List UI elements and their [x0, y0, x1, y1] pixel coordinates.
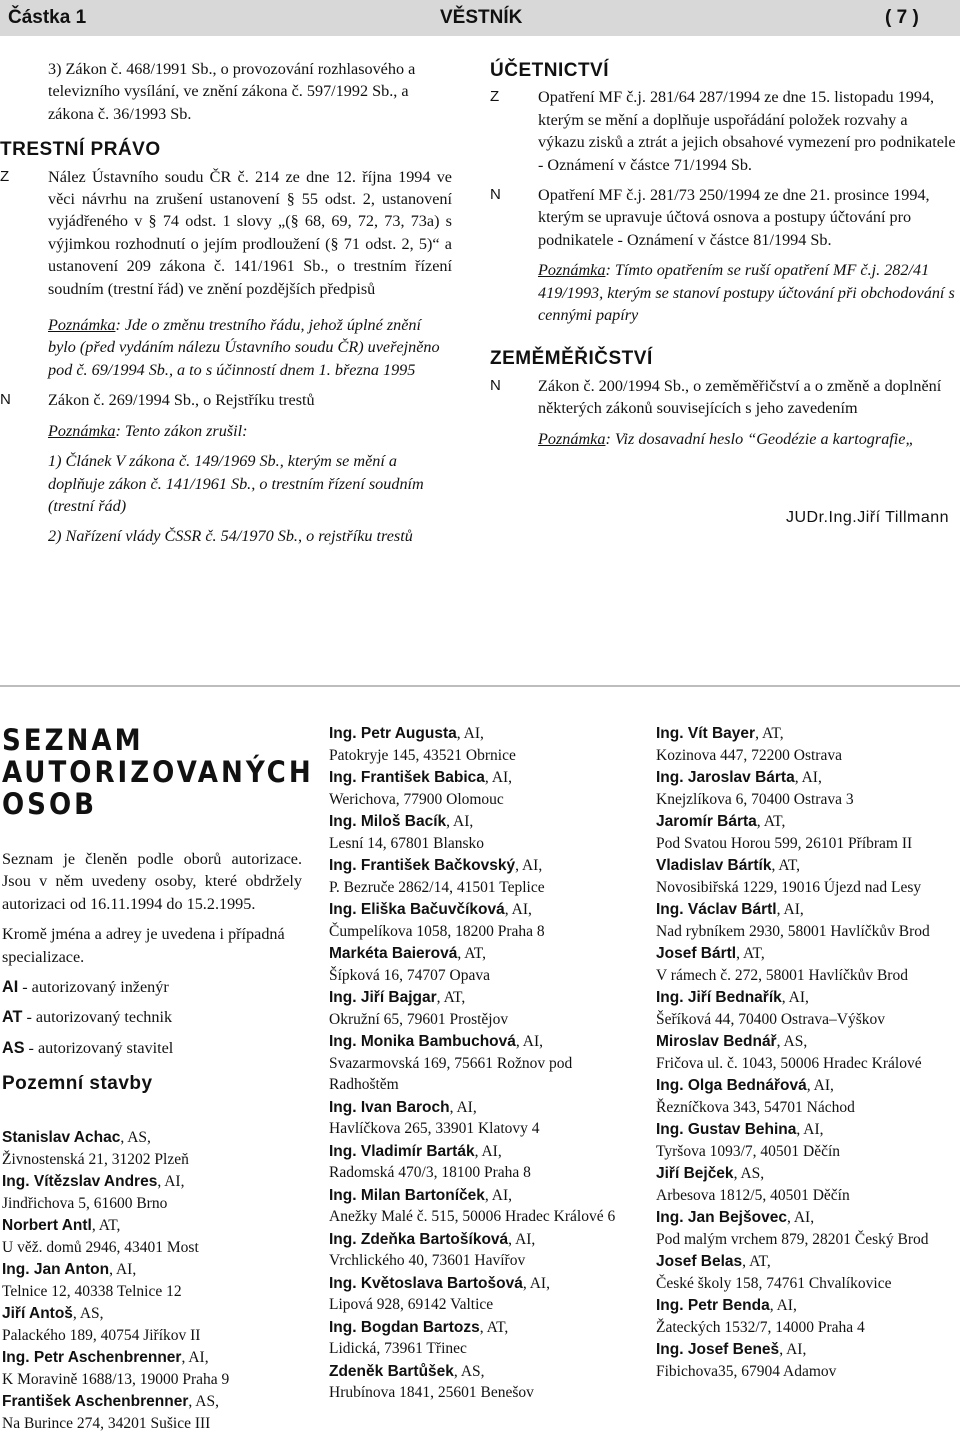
person-entry [656, 1031, 956, 1074]
person-name: Ing. František Bačkovský [329, 857, 516, 874]
section-title-ucetnictvi: ÚČETNICTVÍ [490, 60, 609, 81]
person-entry [656, 1075, 956, 1118]
legend-item [2, 976, 302, 998]
person-list-col3 [656, 723, 956, 1383]
person-name-line [656, 1031, 956, 1053]
note-text: : Viz dosavadní heslo “Geodézie a kartografie„ [605, 429, 915, 448]
person-name-line [2, 1215, 302, 1237]
person-entry [2, 1347, 302, 1390]
person-entry [656, 899, 956, 942]
person-name-line [329, 1361, 629, 1383]
person-spec: , AI, [781, 989, 809, 1006]
person-name: Vladislav Bártík [656, 857, 772, 874]
legend-abbr: AS [2, 1038, 25, 1057]
person-entry [329, 1031, 629, 1096]
person-spec: , AI, [796, 1121, 824, 1138]
person-spec: , AT, [479, 1318, 509, 1336]
person-name-line [656, 1295, 956, 1317]
person-name-line [329, 855, 629, 877]
person-spec: , AI, [446, 813, 474, 830]
person-name-line [656, 855, 956, 877]
person-name-line [2, 1347, 302, 1369]
entry-text: Opatření MF č.j. 281/73 250/1994 ze dne 21. prosince 1994, kterým se upravuje účtová osnova a postupy účtování pro podnikatele - Oznámení v částce 81/1994 Sb. [538, 186, 930, 249]
person-name-line [2, 1171, 302, 1193]
person-spec: , AI, [515, 1033, 544, 1050]
person-address: Čumpelíkova 1058, 18200 Praha 8 [329, 922, 545, 940]
entry-text: Nález Ústavního soudu ČR č. 214 ze dne 12. října 1994 ve věci návrhu na zrušení ustanovení § 55 odst. 2, ustanovení vyjádřeného v § 74 odst. 1 slovy „(§ 68, 69, 72, 73, 73a) s výjimkou rozhodnutí o jejím prodloužení (§ 71 odst. 2, 5)“ a ustanovení 209 zákona č. 141/1961 Sb., o trestním řízení soudním (trestní řád) ve znění pozdějších předpisů [48, 167, 452, 298]
person-name-line [329, 1229, 629, 1251]
person-address: Tyršova 1093/7, 40501 Děčín [656, 1142, 841, 1160]
entry-tag: N [0, 391, 11, 409]
person-name-line [329, 1031, 629, 1053]
person-name-line [329, 1317, 629, 1339]
person-entry [329, 1273, 629, 1316]
person-name: Ing. Jan Bejšovec [656, 1209, 787, 1226]
person-entry [2, 1127, 302, 1170]
person-address: V rámech č. 272, 58001 Havlíčkův Brod [656, 966, 908, 984]
person-entry [329, 855, 629, 898]
person-spec: , AT, [755, 725, 784, 742]
person-address: U věž. domů 2946, 43401 Most [2, 1238, 199, 1256]
list-title [2, 724, 314, 820]
person-spec: , AS, [72, 1305, 104, 1322]
legend-text: - autorizovaný stavitel [24, 1038, 174, 1057]
person-name-line [2, 1303, 302, 1325]
person-name: Ing. Vladimír Barták [329, 1142, 475, 1160]
person-name: Miroslav Bednář [656, 1033, 777, 1050]
entry-note [538, 259, 956, 326]
person-spec: , AI, [484, 769, 513, 786]
person-entry [329, 811, 629, 854]
person-spec: , AI, [776, 901, 804, 918]
person-name-line [656, 1207, 956, 1229]
person-name: Ing. Petr Augusta [329, 725, 457, 742]
entry-n [490, 184, 956, 326]
person-name-line [656, 723, 956, 745]
person-address: K Moravině 1688/13, 19000 Praha 9 [2, 1370, 230, 1388]
person-address: Telnice 12, 40338 Telnice 12 [2, 1282, 182, 1300]
person-entry [656, 723, 956, 766]
person-name-line [656, 1163, 956, 1185]
issue-part: Částka 1 [8, 7, 87, 28]
person-spec: , AI, [794, 769, 822, 786]
person-name: Ing. František Babica [329, 769, 485, 786]
person-name: Ing. Květoslava Bartošová [329, 1274, 523, 1292]
person-address: Novosibiřská 1229, 19016 Újezd nad Lesy [656, 878, 922, 896]
person-spec: , AS, [120, 1129, 151, 1146]
legend-abbr: AT [2, 1008, 23, 1027]
person-spec: , AI, [504, 901, 532, 918]
entry-text: Zákon č. 200/1994 Sb., o zeměměřičství a o změně a doplnění některých zákonů souvisejících s jeho zavedením [538, 376, 942, 418]
person-address: Arbesova 1812/5, 40501 Děčín [656, 1186, 850, 1204]
entry-z [0, 166, 452, 382]
left-column [0, 58, 452, 556]
person-entry [656, 1339, 956, 1382]
person-spec: , AI, [786, 1209, 815, 1226]
person-address: Jindřichova 5, 61600 Brno [2, 1194, 168, 1212]
person-name: Zdeněk Bartůšek [329, 1362, 454, 1380]
person-entry [329, 1317, 629, 1360]
person-name-line [656, 899, 956, 921]
person-address: Hrubínova 1841, 25601 Benešov [329, 1384, 534, 1401]
person-address: P. Bezruče 2862/14, 41501 Teplice [329, 878, 545, 896]
person-address: Patokryje 145, 43521 Obrnice [329, 746, 516, 764]
note-item: 2) Nařízení vlády ČSSR č. 54/1970 Sb., o rejstříku trestů [48, 527, 413, 546]
person-spec: , AT, [771, 857, 801, 874]
person-entry [329, 1361, 629, 1404]
person-entry [656, 1251, 956, 1294]
person-spec: , AT, [91, 1217, 121, 1234]
note-label: Poznámka [48, 316, 116, 335]
person-entry [329, 987, 629, 1030]
section-title-trestni-pravo: TRESTNÍ PRÁVO [0, 139, 161, 161]
person-name: Ing. Vítězslav Andres [2, 1173, 158, 1190]
person-spec: , AT, [436, 989, 466, 1006]
list-intro [2, 848, 302, 1096]
person-name-line [656, 987, 956, 1009]
person-name-line [2, 1391, 302, 1413]
person-address: Lesní 14, 67801 Blansko [329, 834, 484, 852]
entry-note [538, 428, 956, 450]
person-entry [2, 1391, 302, 1434]
person-address: Lipová 928, 69142 Valtice [329, 1296, 494, 1313]
legend-text: - autorizovaný inženýr [18, 978, 169, 997]
person-name-line [656, 811, 956, 833]
person-entry [329, 767, 629, 810]
person-address: Šípková 16, 74707 Opava [329, 966, 491, 984]
intro-paragraph: Seznam je členěn podle oborů autorizace. Jsou v něm uvedeny osoby, které obdržely autorizaci od 16.11.1994 do 15.2.1995. [2, 850, 302, 913]
person-name-line [329, 987, 629, 1009]
person-name: Ing. Miloš Bacík [329, 813, 447, 830]
person-spec: , AT, [457, 945, 486, 962]
page-header [0, 0, 960, 36]
note-text: : Tímto opatřením se ruší opatření MF č.j. 282/41 419/1993, kterým se stanoví postupy účtování při obchodování s cennými papíry [538, 261, 955, 325]
person-spec: , AS, [453, 1362, 485, 1380]
intro-paragraph: Kromě jména a adrey je uvedena i případná specializace. [2, 925, 285, 966]
legend-item [2, 1037, 302, 1059]
person-address: Kozinova 447, 72200 Ostrava [656, 746, 842, 764]
person-entry [656, 811, 956, 854]
person-name-line [329, 1185, 629, 1207]
person-name: Ing. Jiří Bednařík [656, 989, 782, 1006]
entry-z [490, 86, 956, 176]
person-entry [2, 1215, 302, 1258]
person-address: Havlíčkova 265, 33901 Klatovy 4 [329, 1120, 540, 1137]
entry-tag: N [490, 376, 501, 394]
person-entry [2, 1259, 302, 1302]
person-spec: , AI, [181, 1349, 209, 1366]
author-signature: JUDr.Ing.Jiří Tillmann [786, 509, 950, 526]
person-entry [656, 767, 956, 810]
person-list-col1 [2, 1127, 302, 1435]
intro-item: 3) Zákon č. 468/1991 Sb., o provozování rozhlasového a televizního vysílání, ve znění zákona č. 597/1992 Sb., a zákona č. 36/1993 Sb. [48, 60, 416, 123]
person-name-line [656, 1075, 956, 1097]
person-entry [329, 723, 629, 766]
person-entry [329, 943, 629, 986]
person-name-line [329, 723, 629, 745]
person-address: Řezníčkova 343, 54701 Náchod [656, 1098, 855, 1116]
person-address: Lidická, 73961 Třinec [329, 1340, 467, 1357]
person-address: Knejzlíkova 6, 70400 Ostrava 3 [656, 790, 854, 808]
person-spec: , AS, [188, 1393, 219, 1410]
person-entry [656, 855, 956, 898]
person-name: Ing. Milan Bartoníček [329, 1186, 485, 1204]
legend-text: - autorizovaný technik [22, 1008, 173, 1027]
person-spec: , AI, [484, 1186, 513, 1204]
person-address: Palackého 189, 40754 Jiříkov II [2, 1326, 201, 1344]
person-name-line [656, 767, 956, 789]
person-address: Fibichova35, 67904 Adamov [656, 1362, 837, 1380]
note-label: Poznámka [538, 429, 606, 448]
person-name-line [329, 767, 629, 789]
person-name: Ing. Jan Anton [2, 1261, 110, 1278]
person-entry [656, 1295, 956, 1338]
person-spec: , AI, [474, 1142, 502, 1160]
note-label: Poznámka [48, 421, 116, 440]
person-name: František Aschenbrenner [2, 1393, 189, 1410]
entry-n [490, 375, 956, 450]
person-spec: , AI, [769, 1297, 797, 1314]
person-name-line [329, 811, 629, 833]
person-address: Fričova ul. č. 1043, 50006 Hradec Králové [656, 1054, 922, 1072]
person-name-line [329, 899, 629, 921]
person-name: Jiří Antoš [2, 1305, 73, 1322]
person-spec: , AI, [157, 1173, 185, 1190]
entry-tag: Z [490, 88, 500, 106]
person-name: Jaromír Bárta [656, 813, 757, 830]
person-name-line [329, 1273, 629, 1295]
entry-note [48, 420, 452, 442]
person-entry [656, 1207, 956, 1250]
legend-item [2, 1006, 302, 1028]
person-address: Okružní 65, 79601 Prostějov [329, 1010, 509, 1028]
person-name: Ing. Bogdan Bartozs [329, 1318, 480, 1336]
person-name-line [329, 943, 629, 965]
person-entry [329, 1229, 629, 1272]
person-spec: , AS, [776, 1033, 808, 1050]
entry-note [48, 314, 452, 381]
person-address: Werichova, 77900 Olomouc [329, 790, 504, 808]
person-entry [656, 987, 956, 1030]
person-address: Pod malým vrchem 879, 28201 Český Brod [656, 1230, 929, 1248]
journal-title: VĚSTNÍK [440, 7, 523, 28]
list-title-line3: OSOB [2, 787, 98, 821]
person-spec: , AI, [109, 1261, 137, 1278]
person-address: Na Burince 274, 34201 Sušice III [2, 1414, 211, 1432]
person-name-line [656, 1251, 956, 1273]
person-name: Ing. Petr Benda [656, 1297, 770, 1314]
list-title-line1: SEZNAM [2, 723, 144, 757]
note-text: : Tento zákon zrušil: [115, 421, 248, 440]
person-name: Ing. Eliška Bačuvčíková [329, 901, 505, 918]
person-name: Ing. Jiří Bajgar [329, 989, 437, 1006]
person-name: Ing. Vít Bayer [656, 725, 756, 742]
person-entry [329, 1185, 629, 1228]
person-name: Ing. Gustav Behina [656, 1121, 797, 1138]
person-name: Ing. Ivan Baroch [329, 1098, 450, 1116]
person-address: Anežky Malé č. 515, 50006 Hradec Králové 6 [329, 1208, 616, 1225]
person-entry [329, 1097, 629, 1140]
entry-text: Zákon č. 269/1994 Sb., o Rejstříku trestů [48, 391, 315, 410]
person-name-line [2, 1127, 302, 1149]
note-item: 1) Článek V zákona č. 149/1969 Sb., kterým se mění a doplňuje zákon č. 141/1961 Sb., o trestním řízení soudním (trestní řád) [48, 452, 424, 515]
person-address: Radomská 470/3, 18100 Praha 8 [329, 1164, 531, 1181]
person-spec: , AI, [522, 1274, 550, 1292]
person-address: Žateckých 1532/7, 14000 Praha 4 [656, 1318, 865, 1336]
subsection-title: Pozemní stavby [2, 1073, 153, 1095]
person-name: Ing. Jaroslav Bárta [656, 769, 795, 786]
person-name: Ing. Josef Beneš [656, 1341, 780, 1358]
section-title-zememericstvi: ZEMĚMĚŘIČSTVÍ [490, 348, 653, 370]
person-name: Josef Bártl [656, 945, 737, 962]
person-spec: , AI, [508, 1230, 536, 1248]
person-name: Ing. Olga Bednářová [656, 1077, 807, 1094]
person-name: Ing. Václav Bártl [656, 901, 777, 918]
person-spec: , AI, [806, 1077, 834, 1094]
person-spec: , AT, [756, 813, 786, 830]
entry-n [0, 389, 452, 547]
person-address: České školy 158, 74761 Chvalíkovice [656, 1274, 892, 1292]
person-spec: , AI, [779, 1341, 807, 1358]
person-entry [656, 1163, 956, 1206]
person-address: Pod Svatou Horou 599, 26101 Příbram II [656, 834, 913, 852]
section-divider [0, 685, 960, 687]
person-address: Vrchlického 40, 73601 Havířov [329, 1252, 526, 1269]
person-name: Jiří Bejček [656, 1165, 734, 1182]
person-entry [329, 1141, 629, 1184]
entry-text: Opatření MF č.j. 281/64 287/1994 ze dne 15. listopadu 1994, kterým se mění a doplňuje uspořádání položek rozvahy a výkazu zisků a ztrát a jejich obsahové vymezení pro podnikatele - Oznámení v částce 71/1994 Sb. [538, 88, 956, 174]
legend-abbr: AI [2, 978, 19, 997]
person-address: Šeříková 44, 70400 Ostrava–Výškov [656, 1010, 886, 1028]
person-spec: , AI, [449, 1098, 477, 1116]
note-text: : Jde o změnu trestního řádu, jehož úplné znění bylo (před vydáním nálezu Ústavního soudu ČR) uveřejněno pod č. 69/1994 Sb., a to s účinností dnem 1. března 1995 [48, 316, 440, 379]
person-address: Svazarmovská 169, 75661 Rožnov pod Radhoštěm [329, 1054, 573, 1093]
person-entry [656, 943, 956, 986]
person-name: Norbert Antl [2, 1217, 92, 1234]
person-spec: , AS, [733, 1165, 765, 1182]
person-spec: , AI, [515, 857, 543, 874]
entry-tag: N [490, 186, 501, 204]
person-name-line [656, 1339, 956, 1361]
person-name: Josef Belas [656, 1253, 743, 1270]
person-name: Markéta Baierová [329, 945, 458, 962]
list-title-line2: AUTORIZOVANÝCH [2, 755, 314, 789]
person-entry [2, 1171, 302, 1214]
person-name-line [656, 1119, 956, 1141]
person-name: Ing. Monika Bambuchová [329, 1033, 516, 1050]
person-spec: , AT, [742, 1253, 771, 1270]
person-name-line [656, 943, 956, 965]
person-name: Ing. Petr Aschenbrenner [2, 1349, 182, 1366]
person-list-col2 [329, 723, 629, 1405]
person-name: Stanislav Achac [2, 1129, 121, 1146]
person-spec: , AT, [736, 945, 765, 962]
person-address: Nad rybníkem 2930, 58001 Havlíčkův Brod [656, 922, 930, 940]
person-name-line [329, 1141, 629, 1163]
person-entry [656, 1119, 956, 1162]
note-label: Poznámka [538, 261, 606, 280]
person-entry [329, 899, 629, 942]
person-address: Živnostenská 21, 31202 Plzeň [2, 1150, 189, 1168]
entry-tag: Z [0, 167, 10, 185]
person-name: Ing. Zdeňka Bartošíková [329, 1230, 509, 1248]
person-name-line [2, 1259, 302, 1281]
page-number: ( 7 ) [885, 7, 919, 28]
person-entry [2, 1303, 302, 1346]
person-name-line [329, 1097, 629, 1119]
right-column [490, 60, 956, 458]
person-spec: , AI, [456, 725, 484, 742]
